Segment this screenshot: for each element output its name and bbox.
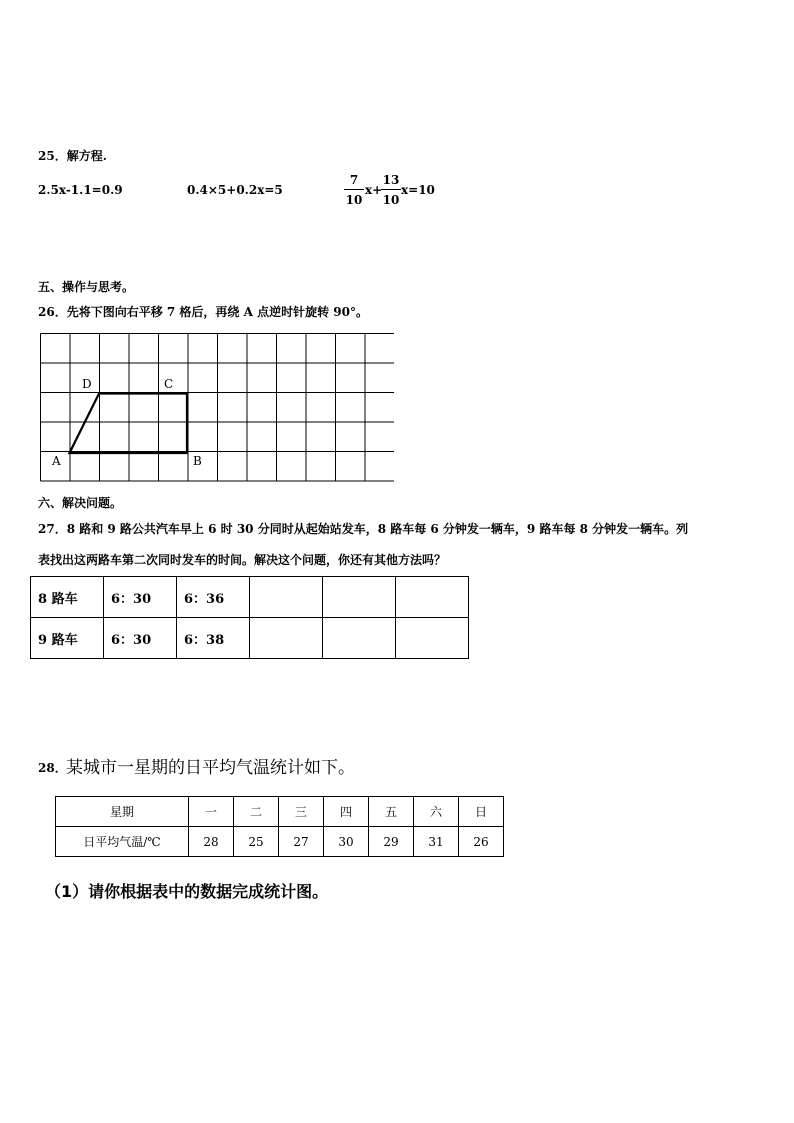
table-cell: 25 [234, 827, 279, 857]
equation-3-end: x=10 [401, 183, 435, 197]
table-row [31, 577, 469, 618]
table-cell: 31 [414, 827, 459, 857]
table-row [56, 827, 504, 857]
table-cell: 27 [279, 827, 324, 857]
equation-3-mid: x+ [365, 183, 383, 197]
table-cell: 28 [189, 827, 234, 857]
table-cell: 6：38 [177, 618, 250, 659]
table-cell: 一 [189, 797, 234, 827]
table-cell: 二 [234, 797, 279, 827]
square-grid [40, 333, 394, 485]
table-cell [250, 577, 323, 618]
fraction-7-10 [344, 173, 364, 207]
table-cell: 五 [369, 797, 414, 827]
q28-number: 28． [38, 761, 67, 775]
equation-1: 2.5x-1.1=0.9 [38, 183, 123, 197]
point-d-label: D [82, 377, 92, 391]
section-6-title: 六、解决问题。 [38, 496, 123, 510]
equation-2: 0.4×5+0.2x=5 [187, 183, 283, 197]
q27-line-1: 27．8 路和 9 路公共汽车早上 6 时 30 分同时从起始站发车，8 路车每 6 分钟发一辆车，9 路车每 8 分钟发一辆车。列 [38, 522, 689, 536]
table-cell: 6：36 [177, 577, 250, 618]
table-cell: 30 [324, 827, 369, 857]
table-cell [396, 618, 469, 659]
temperature-table [55, 796, 504, 857]
fraction-numerator: 13 [382, 173, 400, 187]
table-cell [250, 618, 323, 659]
fraction-13-10 [381, 173, 401, 207]
table-cell: 8 路车 [31, 577, 104, 618]
table-cell: 6：30 [104, 618, 177, 659]
section-5-title: 五、操作与思考。 [38, 280, 135, 294]
table-cell [323, 577, 396, 618]
table-cell: 星期 [56, 797, 189, 827]
fraction-denominator: 10 [382, 193, 400, 207]
table-cell: 六 [414, 797, 459, 827]
table-cell [323, 618, 396, 659]
trapezoid-abcd [70, 394, 188, 454]
bus-schedule-table [30, 576, 469, 659]
table-cell: 日平均气温/℃ [56, 827, 189, 857]
table-cell: 6：30 [104, 577, 177, 618]
q28-title: 某城市一星期的日平均气温统计如下。 [66, 758, 355, 778]
point-a-label: A [52, 454, 61, 468]
q27-line-2: 表找出这两路车第二次同时发车的时间。解决这个问题，你还有其他方法吗？ [38, 553, 447, 567]
point-b-label: B [193, 454, 202, 468]
fraction-denominator: 10 [345, 193, 363, 207]
table-cell: 9 路车 [31, 618, 104, 659]
table-row [56, 797, 504, 827]
q26-title: 26．先将下图向右平移 7 格后，再绕 A 点逆时针旋转 90°。 [38, 305, 368, 319]
q28-subquestion-1: （1）请你根据表中的数据完成统计图。 [45, 882, 329, 901]
table-row [31, 618, 469, 659]
table-cell: 日 [459, 797, 504, 827]
table-cell: 三 [279, 797, 324, 827]
table-cell: 29 [369, 827, 414, 857]
q25-title: 25．解方程. [38, 149, 107, 163]
table-cell [396, 577, 469, 618]
table-cell: 26 [459, 827, 504, 857]
fraction-numerator: 7 [349, 173, 359, 187]
table-cell: 四 [324, 797, 369, 827]
point-c-label: C [164, 377, 174, 391]
